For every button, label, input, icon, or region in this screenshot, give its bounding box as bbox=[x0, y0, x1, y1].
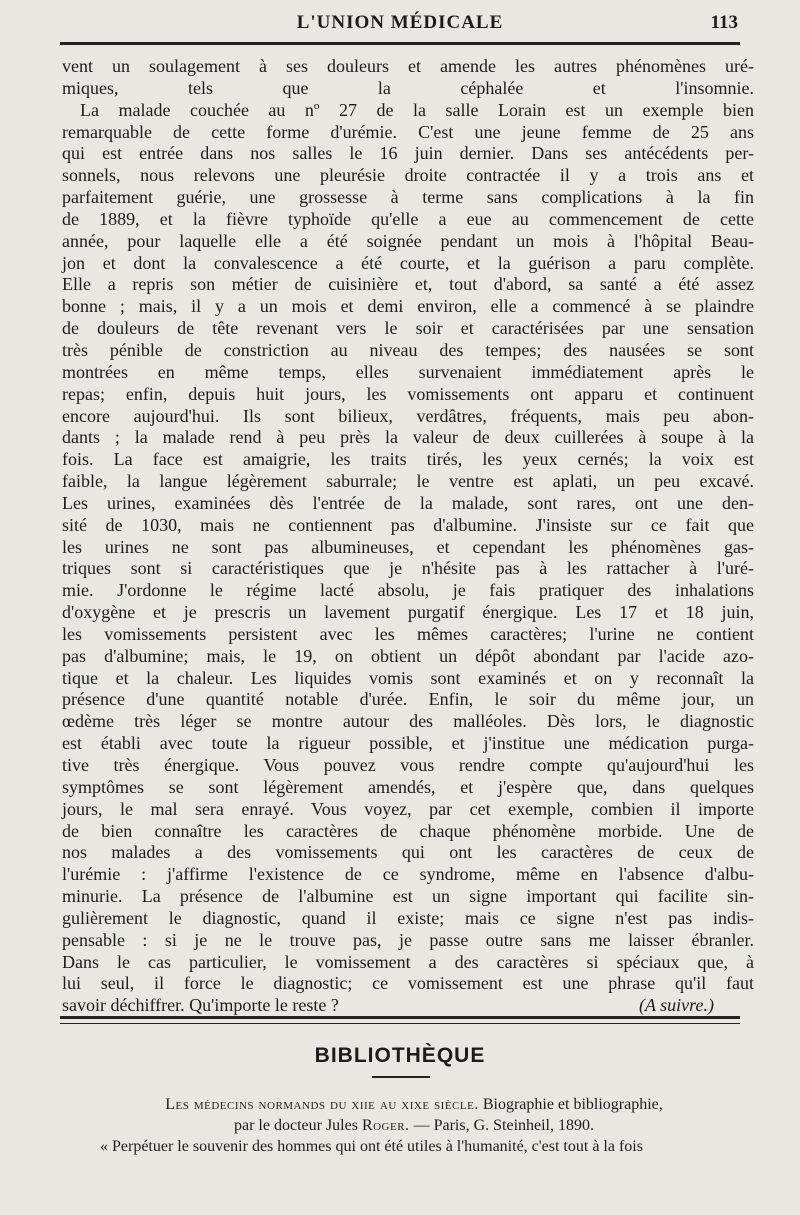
text-line: de 1889, et la fièvre typhoïde qu'elle a eue au commencement de cette bbox=[62, 208, 754, 229]
text-line: d'oxygène et je prescris un lavement purgatif énergique. Les 17 et 18 juin, bbox=[62, 602, 754, 623]
text-line: jon et dont la convalescence a été courte, et la guérison a paru complète. bbox=[62, 252, 754, 273]
text-line: dants ; la malade rend à peu près la valeur de deux cuillerées à soupe à la bbox=[62, 427, 754, 448]
text-line: triques sont si caractéristiques que je n'hésite pas à les rattacher à l'uré- bbox=[62, 558, 754, 579]
text-line: mie. J'ordonne le régime lacté absolu, je fais pratiquer des inhalations bbox=[62, 580, 754, 601]
text-line: remarquable de cette forme d'urémie. C'est une jeune femme de 25 ans bbox=[62, 121, 754, 142]
text-line: présence d'une quantité notable d'urée. Enfin, le soir du même jour, un bbox=[62, 689, 754, 710]
page-number: 113 bbox=[710, 12, 738, 33]
text-line: nos malades a des vomissements qui ont les caractères de ceux de bbox=[62, 842, 754, 863]
text-line: tive très énergique. Vous pouvez vous rendre compte qu'aujourd'hui les bbox=[62, 755, 754, 775]
text-line: faible, la langue légèrement saburrale; le ventre est aplati, un peu excavé. bbox=[62, 471, 754, 492]
book-author-line bbox=[64, 1115, 764, 1136]
text-line: année, pour laquelle elle a été soignée pendant un mois à l'hôpital Beau- bbox=[62, 230, 754, 251]
text-line: sonnels, nous relevons une pleurésie droite contractée il y a trois ans et bbox=[62, 165, 754, 186]
text-line: de douleurs de tête revenant vers le soir et caractérisées par une sensation bbox=[62, 318, 754, 339]
text-line-final bbox=[62, 995, 754, 1017]
author-prefix: par le docteur Jules bbox=[233, 1117, 362, 1134]
section-divider bbox=[60, 1016, 740, 1024]
text-line: bonne ; mais, il y a un mois et demi environ, elle a commencé à se plaindre bbox=[62, 296, 754, 317]
text-line: de bien connaître les caractères de chaque phénomène morbide. Une de bbox=[62, 820, 754, 841]
book-quote: « Perpétuer le souvenir des hommes qui ont été utiles à l'humanité, c'est tout à la fois bbox=[100, 1138, 643, 1155]
text-line: encore aujourd'hui. Ils sont bilieux, verdâtres, fréquents, mais peu abon- bbox=[62, 405, 754, 426]
text-line: Les urines, examinées dès l'entrée de la malade, sont rares, ont une den- bbox=[62, 492, 754, 513]
article-body bbox=[62, 56, 754, 1017]
text-line: très pénible de constriction au niveau des tempes; des nausées se sont bbox=[62, 339, 754, 360]
text-line: tique et la chaleur. Les liquides vomis sont examinés et on y reconnaît la bbox=[62, 667, 754, 688]
publisher: — Paris, G. Steinheil, 1890. bbox=[409, 1117, 594, 1134]
text-line: sité de 1030, mais ne contiennent pas d'albumine. J'insiste sur ce fait que bbox=[62, 514, 754, 535]
final-sentence: savoir déchiffrer. Qu'importe le reste ? bbox=[62, 995, 339, 1016]
text-line: œdème très léger se montre autour des malléoles. Dès lors, le diagnostic bbox=[62, 711, 754, 732]
bibliography-entry bbox=[64, 1094, 764, 1157]
text-line: vent un soulagement à ses douleurs et amende les autres phénomènes uré- bbox=[62, 56, 754, 76]
text-line: fois. La face est amaigrie, les traits tirés, les yeux cernés; la voix est bbox=[62, 449, 754, 470]
section-title: BIBLIOTHÈQUE bbox=[314, 1044, 486, 1067]
book-title: Les médecins normands du xiie au xixe siècle. bbox=[165, 1096, 479, 1113]
header-rule bbox=[60, 42, 740, 45]
text-line: jours, le mal sera enrayé. Vous voyez, par cet exemple, combien il importe bbox=[62, 798, 754, 819]
text-line: les urines ne sont pas albumineuses, et cependant les phénomènes gas- bbox=[62, 536, 754, 557]
text-line: gulièrement le diagnostic, quand il existe; mais ce signe n'est pas indis- bbox=[62, 907, 754, 928]
text-line: montrées en même temps, elles survenaient immédiatement après le bbox=[62, 361, 754, 382]
text-line: pas d'albumine; mais, le 19, on obtient un dépôt abondant par l'acide azo- bbox=[62, 645, 754, 666]
running-title: L'UNION MÉDICALE bbox=[296, 12, 504, 33]
book-subtitle: Biographie et bibliographie, bbox=[478, 1096, 663, 1113]
text-line: est établi avec toute la rigueur possible, et j'institue une médication purga- bbox=[62, 733, 754, 754]
text-line: pensable : si je ne le trouve pas, je passe outre sans me laisser ébranler. bbox=[62, 929, 754, 950]
text-line: Elle a repris son métier de cuisinière et, tout d'abord, sa santé a été assez bbox=[62, 274, 754, 295]
text-line: l'urémie : j'affirme l'existence de ce syndrome, même en l'absence d'albu- bbox=[62, 864, 754, 885]
text-line: Dans le cas particulier, le vomissement a des caractères si spéciaux que, à bbox=[62, 951, 754, 972]
text-line: lui seul, il force le diagnostic; ce vomissement est une phrase qu'il faut bbox=[62, 973, 754, 994]
book-title-line bbox=[64, 1094, 764, 1115]
text-line: qui est entrée dans nos salles le 16 juin dernier. Dans ses antécédents per- bbox=[62, 143, 754, 164]
page-header bbox=[60, 8, 740, 36]
text-line: miques, tels que la céphalée et l'insomnie. bbox=[62, 77, 754, 98]
text-line: repas; enfin, depuis huit jours, les vomissements ont apparu et continuent bbox=[62, 383, 754, 404]
text-line: parfaitement guérie, une grossesse à terme sans complications à la fin bbox=[62, 187, 754, 208]
author-name: Roger. bbox=[361, 1117, 410, 1134]
text-line: minurie. La présence de l'albumine est un signe important qui facilite sin- bbox=[62, 886, 754, 907]
title-underline bbox=[372, 1076, 430, 1078]
text-line: symptômes se sont légèrement amendés, et j'espère que, dans quelques bbox=[62, 776, 754, 797]
text-line: les vomissements persistent avec les mêmes caractères; l'urine ne contient bbox=[62, 623, 754, 644]
continued-note: (A suivre.) bbox=[639, 995, 714, 1016]
text-line: La malade couchée au nº 27 de la salle Lorain est un exemple bien bbox=[80, 99, 754, 120]
